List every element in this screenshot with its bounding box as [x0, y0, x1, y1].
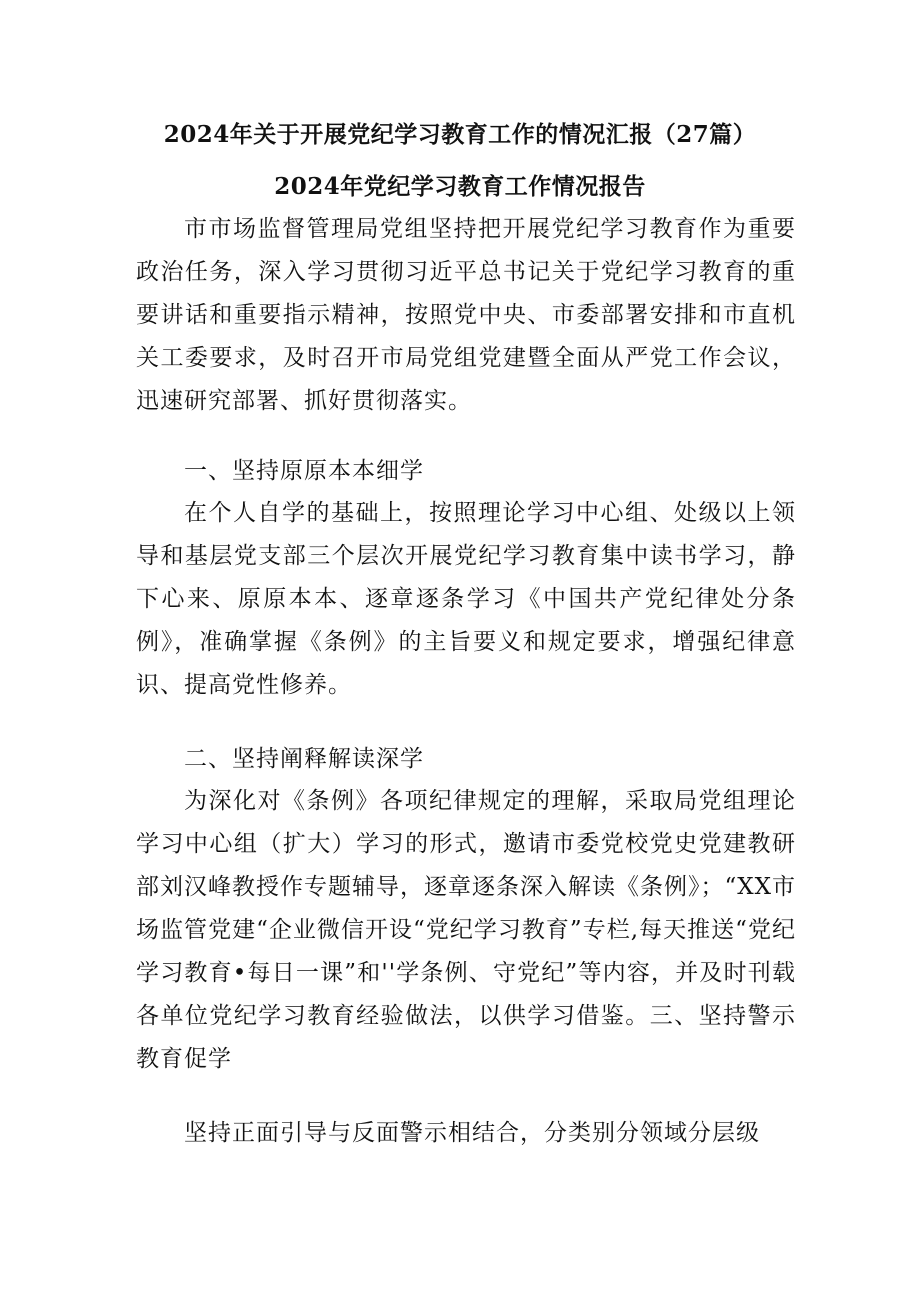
document-subtitle: 2024年党纪学习教育工作情况报告 — [274, 173, 646, 200]
section-one-paragraph: 在个人自学的基础上，按照理论学习中心组、处级以上领导和基层党支部三个层次开展党纪学习教育集中读书学习，静下心来、原原本本、逐章逐条学习《中国共产党纪律处分条例》，准确掌握《条例》的主旨要义和规定要求，增强纪律意识、提高党性修养。 — [136, 500, 796, 698]
document-title: 2024年关于开展党纪学习教育工作的情况汇报（27篇） — [163, 121, 757, 148]
section-heading-one: 一、坚持原原本本细学 — [184, 458, 424, 484]
section-heading-two: 二、坚持阐释解读深学 — [184, 746, 424, 772]
section-two-paragraph: 为深化对《条例》各项纪律规定的理解，采取局党组理论学习中心组（扩大）学习的形式，邀请市委党校党史党建教研部刘汉峰教授作专题辅导，逐章逐条深入解读《条例》；“XX市场监管党建“企业微信开设“党纪学习教育”专栏,每天推送“党纪学习教育•每日一课”和''学条例、守党纪”等内容，并及时刊载各单位党纪学习教育经验做法，以供学习借鉴。三、坚持警示教育促学 — [136, 788, 797, 1072]
section-three-paragraph: 坚持正面引导与反面警示相结合，分类别分领域分层级 — [184, 1120, 760, 1146]
intro-paragraph: 市市场监督管理局党组坚持把开展党纪学习教育作为重要政治任务，深入学习贯彻习近平总书记关于党纪学习教育的重要讲话和重要指示精神，按照党中央、市委部署安排和市直机关工委要求，及时召开市局党组党建暨全面从严党工作会议，迅速研究部署、抓好贯彻落实。 — [136, 216, 796, 414]
